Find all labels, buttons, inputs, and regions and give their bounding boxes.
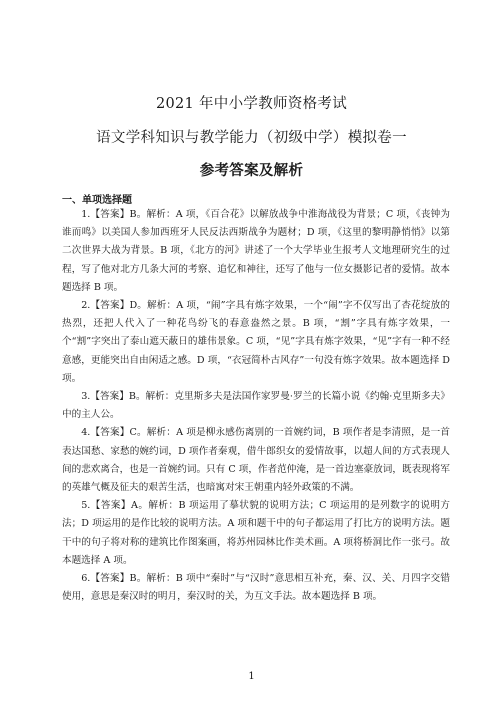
answer-paragraph-2: 2.【答案】D。解析：A 项，“闹”字具有炼字效果，一个“闹”字不仅写出了杏花绽放的热烈，还把人代入了一种花鸟纷飞的春意盎然之景。B 项，“割”字具有炼字效果，一个“割”字突出了泰山遮天蔽日的雄伟景象。C 项，“见”字具有炼字效果，“见”字有一种不经意感，更能突出自由闲适之感。D 项，“衣冠简朴古风存”一句没有炼字效果。故本题选择 D 项。 [62, 300, 450, 384]
answer-paragraph-1: 1.【答案】B。解析：A 项，《百合花》以解放战争中淮海战役为背景；C 项，《丧钟为谁而鸣》以美国人参加西班牙人民反法西斯战争为题材；D 项，《这里的黎明静悄悄》以第二次世界大战为背景。B 项，《北方的河》讲述了一个大学毕业生报考人文地理研究生的过程，写了他对北方几条大河的考察、追忆和神往，还写了他与一位女摄影记者的爱情。故本题选择 B 项。 [62, 209, 450, 293]
answer-explanations [62, 206, 450, 606]
section-heading: 一、单项选择题 [62, 195, 132, 206]
answer-paragraph-3: 3.【答案】B。解析：克里斯多夫是法国作家罗曼·罗兰的长篇小说《约翰·克里斯多夫》中的主人公。 [62, 391, 450, 421]
answer-paragraph-5: 5.【答案】A。解析：B 项运用了摹状貌的说明方法；C 项运用的是列数字的说明方法；D 项运用的是作比较的说明方法。A 项和题干中的句子都运用了打比方的说明方法。题干中的句子将对称的建筑比作图案画，将苏州园林比作美术画。A 项将桥洞比作一张弓。故本题选择 A 项。 [62, 500, 450, 566]
exam-title: 2021 年中小学教师资格考试 [155, 96, 347, 112]
answers-heading: 参考答案及解析 [199, 162, 304, 179]
answer-paragraph-6: 6.【答案】B。解析：B 项中“秦时”与“汉时”意思相互补充，秦、汉、关、月四字交错使用，意思是秦汉时的明月，秦汉时的关，为互文手法。故本题选择 B 项。 [62, 573, 450, 603]
page-number: 1 [248, 671, 255, 682]
exam-subject-title: 语文学科知识与教学能力（初级中学）模拟卷一 [96, 130, 407, 146]
answer-paragraph-4: 4.【答案】C。解析：A 项是柳永感伤离别的一首婉约词，B 项作者是李清照，是一首表达国愁、家愁的婉约词，D 项作者秦观，借牛郎织女的爱情故事，以超人间的方式表现人间的悲欢离合，也是一首婉约词。只有 C 项，作者范仲淹，是一首边塞豪放词，既表现将军的英雄气概及征夫的艰苦生活，也暗寓对宋王朝重内轻外政策的不满。 [62, 427, 450, 494]
